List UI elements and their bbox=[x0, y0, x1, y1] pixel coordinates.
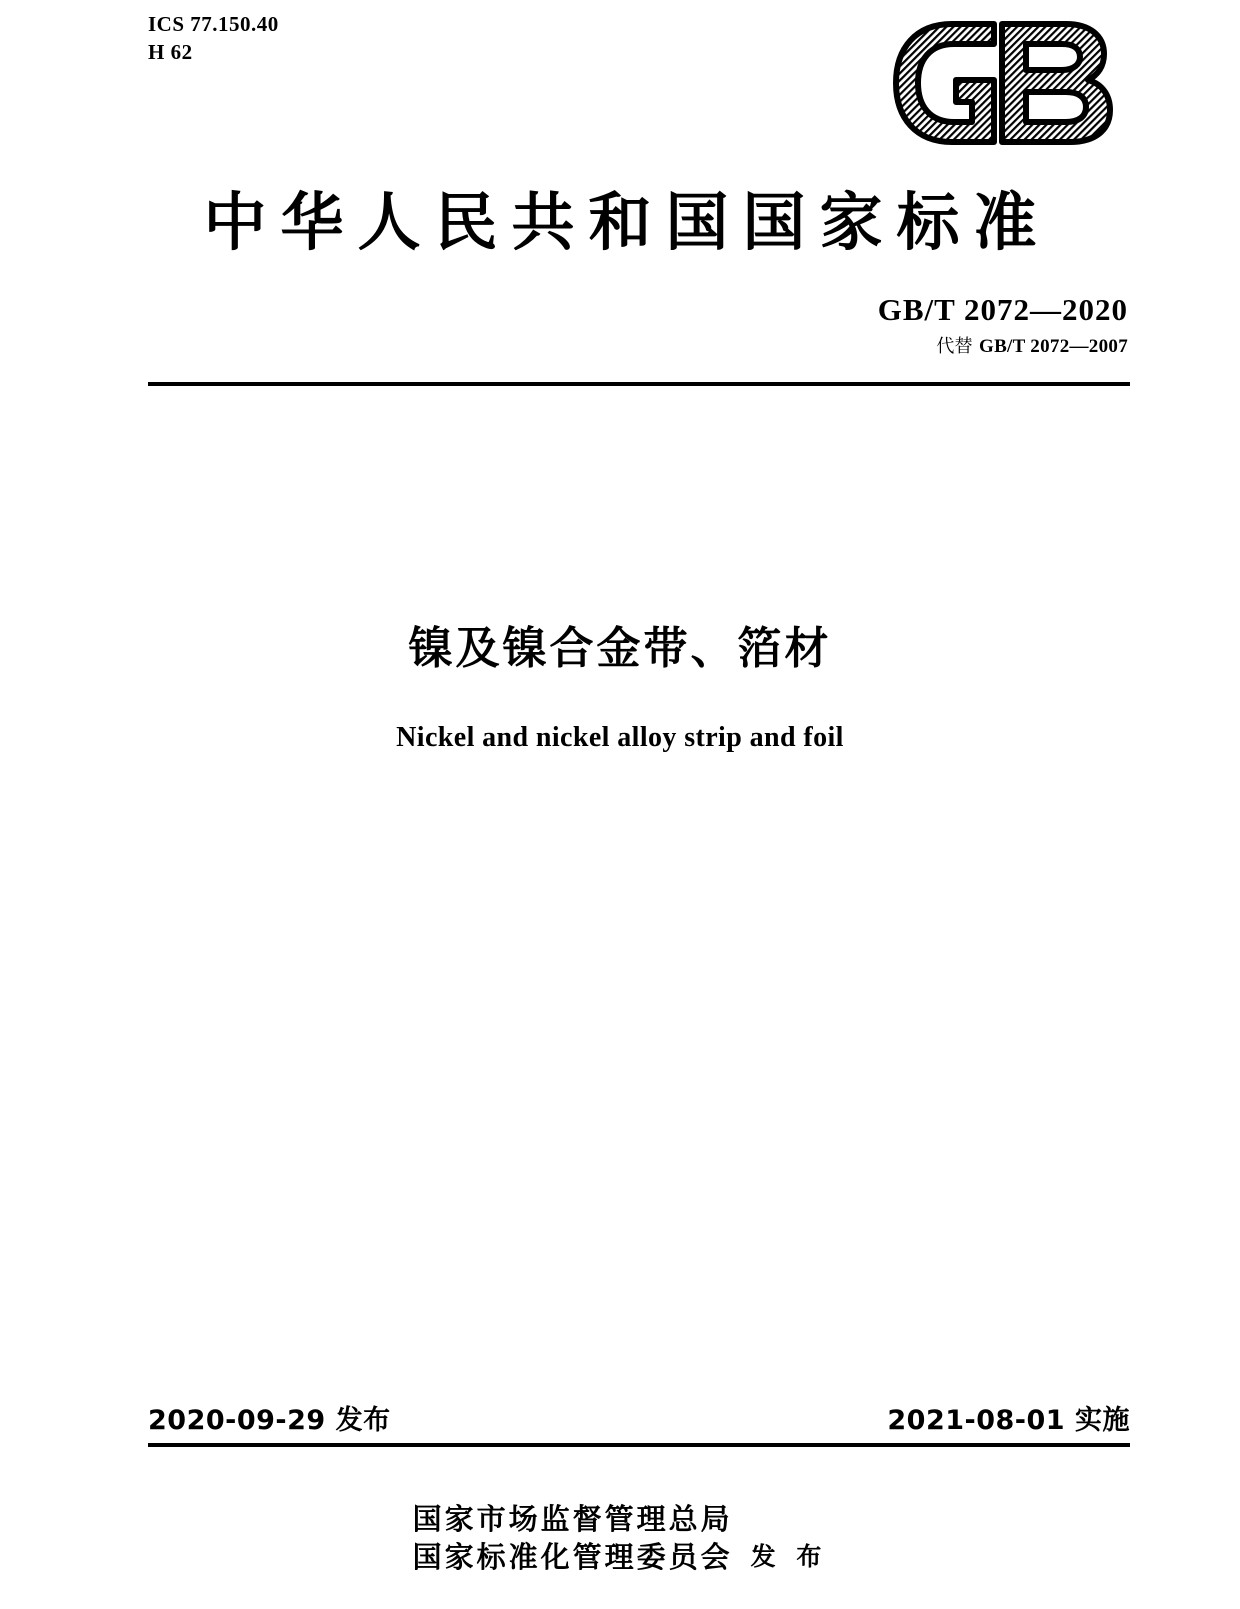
issuer-line-1: 国家市场监督管理总局 bbox=[412, 1502, 733, 1536]
ics-code: ICS 77.150.40 bbox=[148, 12, 279, 36]
standard-number-block bbox=[878, 292, 1128, 358]
national-standard-title: 中华人民共和国国家标准 bbox=[203, 186, 1051, 259]
header-divider bbox=[148, 382, 1130, 386]
document-title-chinese: 镍及镍合金带、箔材 bbox=[408, 623, 832, 674]
document-title-english: Nickel and nickel alloy strip and foil bbox=[396, 722, 844, 753]
issuer-names bbox=[413, 1500, 733, 1577]
footer-divider bbox=[148, 1443, 1130, 1447]
issuer-line-2: 国家标准化管理委员会 bbox=[412, 1540, 733, 1575]
release-label: 发布 bbox=[335, 1405, 391, 1436]
implementation-date-block bbox=[887, 1398, 1130, 1437]
classification-block bbox=[148, 10, 279, 67]
ccs-code: H 62 bbox=[148, 40, 193, 65]
standard-number: GB/T 2072—2020 bbox=[877, 292, 1128, 327]
replaces-label: 代替 bbox=[936, 335, 973, 357]
replaces-line bbox=[878, 332, 1128, 358]
implementation-label: 实施 bbox=[1075, 1405, 1130, 1436]
release-date-block bbox=[148, 1398, 391, 1437]
issuer-block bbox=[0, 1500, 1240, 1577]
implementation-date: 2021-08-01 bbox=[887, 1405, 1066, 1436]
replaces-standard-number: GB/T 2072—2007 bbox=[978, 335, 1128, 357]
issuer-verb: 发 布 bbox=[750, 1541, 828, 1571]
gb-logo-icon bbox=[890, 18, 1130, 148]
release-date: 2020-09-29 bbox=[148, 1405, 326, 1436]
